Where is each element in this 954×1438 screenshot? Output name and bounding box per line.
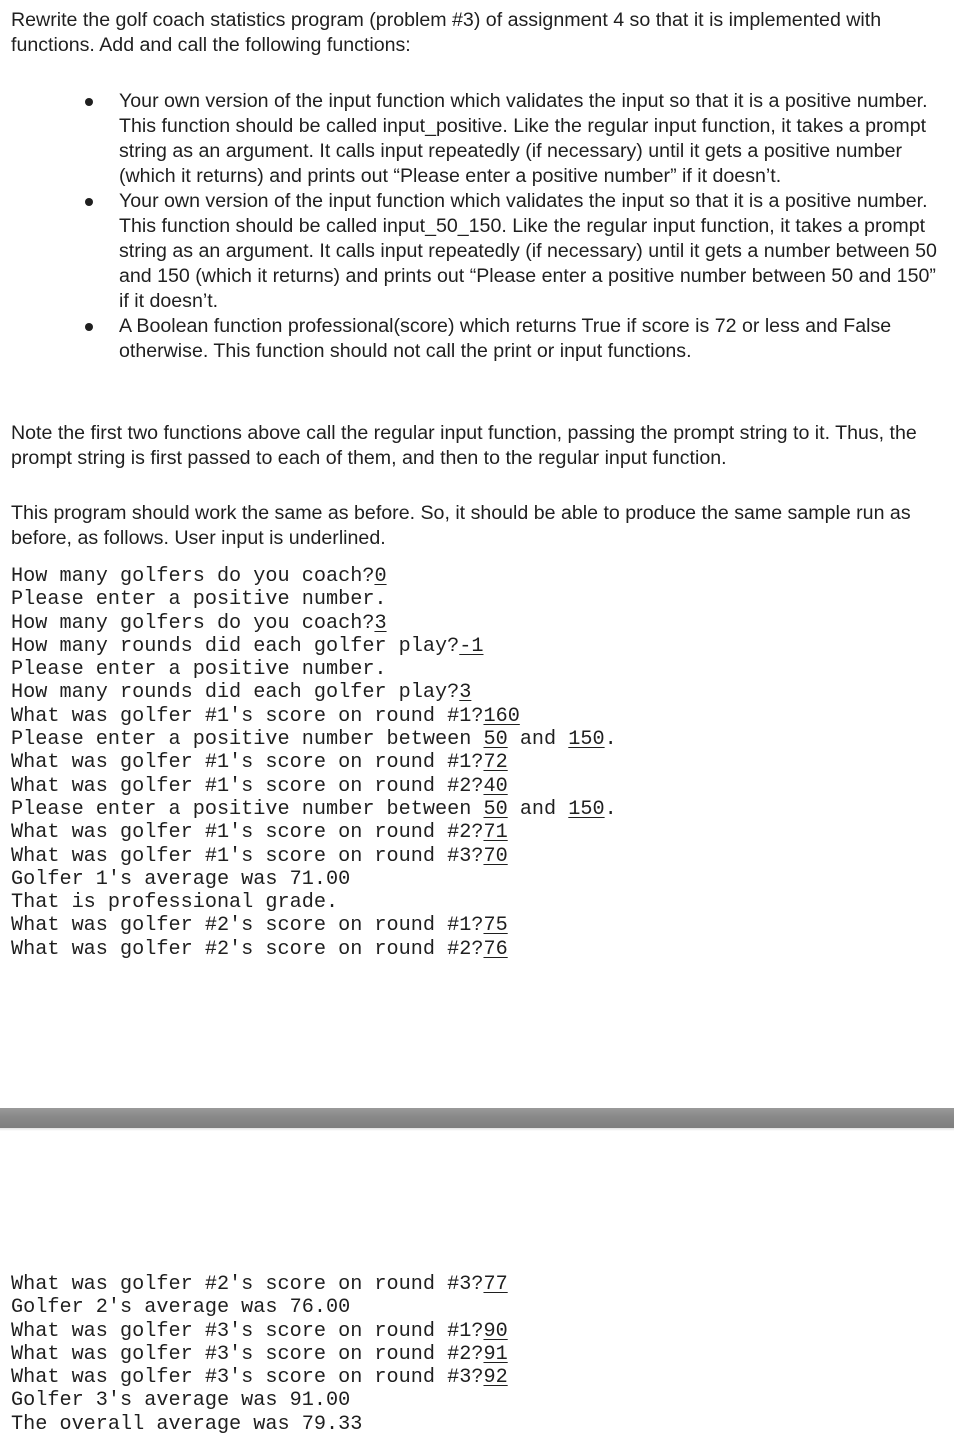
- console-output-text: What was golfer #1's score on round #1?: [11, 751, 484, 775]
- console-output-text: What was golfer #3's score on round #3?: [11, 1366, 484, 1390]
- user-input-text: 160: [483, 704, 520, 728]
- underlined-number: 150: [568, 728, 605, 752]
- console-output-text: Please enter a positive number.: [11, 658, 387, 682]
- console-line: [11, 938, 617, 961]
- console-output-text: How many golfers do you coach?: [11, 565, 375, 588]
- bullet-icon: [85, 198, 93, 206]
- user-input-text: 3: [459, 681, 472, 705]
- console-output-text: and: [507, 797, 569, 821]
- list-item: [0, 189, 954, 314]
- console-output-text: .: [604, 728, 617, 752]
- underlined-number: 50: [483, 728, 508, 752]
- page-divider: [0, 1108, 954, 1128]
- console-output-text: and: [507, 728, 569, 752]
- console-line: [11, 1413, 508, 1436]
- user-input-text: 90: [483, 1319, 508, 1343]
- user-input-text: 3: [374, 611, 387, 635]
- console-output-text: The overall average was 79.33: [11, 1412, 363, 1436]
- user-input-text: 72: [483, 751, 508, 775]
- console-output-text: Golfer 2's average was 76.00: [11, 1296, 351, 1320]
- console-output-text: Please enter a positive number.: [11, 588, 387, 612]
- console-output-text: .: [604, 797, 617, 821]
- console-line: [11, 891, 617, 914]
- console-line: [11, 588, 617, 611]
- user-input-text: 91: [483, 1342, 508, 1366]
- bullet-icon: [85, 98, 93, 106]
- console-output-text: That is professional grade.: [11, 891, 339, 915]
- list-item-text: Your own version of the input function which validates the input so that it is a positive number. This function should be called input_50_150. Like the regular input function, it takes a prompt string as an argument. It calls input repeatedly (if necessary) until it gets a number between 50 and 150 (which it returns) and prints out “Please enter a positive number between 50 and 150” if it doesn’t.: [119, 190, 937, 312]
- console-output-text: What was golfer #3's score on round #1?: [11, 1319, 484, 1343]
- underlined-number: 150: [568, 797, 605, 821]
- user-input-text: 75: [483, 914, 508, 938]
- console-line: [11, 1320, 508, 1343]
- console-line: [11, 1389, 508, 1412]
- console-output-text: Golfer 1's average was 71.00: [11, 867, 351, 891]
- console-output-text: What was golfer #1's score on round #1?: [11, 704, 484, 728]
- console-line: [11, 658, 617, 681]
- user-input-text: 92: [483, 1366, 508, 1390]
- console-line: [11, 635, 617, 658]
- console-output-text: Please enter a positive number between: [11, 728, 484, 752]
- console-line: [11, 1366, 508, 1389]
- console-output-text: What was golfer #2's score on round #2?: [11, 937, 484, 961]
- intro-paragraph: Rewrite the golf coach statistics program (problem #3) of assignment 4 so that it is implemented with functions. Add and call the following functions:: [11, 9, 882, 56]
- console-line: [11, 728, 617, 751]
- console-line: [11, 1273, 508, 1296]
- sample-run-output: [11, 565, 617, 961]
- user-input-text: -1: [459, 634, 484, 658]
- underlined-number: 50: [483, 797, 508, 821]
- console-line: [11, 821, 617, 844]
- note-paragraph: Note the first two functions above call the regular input function, passing the prompt string to it. Thus, the prompt string is first passed to each of them, and then to the regular input function.: [11, 422, 917, 469]
- user-input-text: 71: [483, 821, 508, 845]
- sample-run-intro: This program should work the same as before. So, it should be able to produce the same sample run as before, as follows. User input is underlined.: [11, 502, 911, 549]
- user-input-text: 70: [483, 844, 508, 868]
- user-input-text: 40: [483, 774, 508, 798]
- console-output-text: Please enter a positive number between: [11, 797, 484, 821]
- console-line: [11, 681, 617, 704]
- list-item-text: Your own version of the input function which validates the input so that it is a positive number. This function should be called input_positive. Like the regular input function, it takes a prompt string as an argument. It calls input repeatedly (if necessary) until it gets a positive number (which it returns) and prints out “Please enter a positive number” if it doesn’t.: [119, 90, 928, 187]
- console-line: [11, 775, 617, 798]
- console-output-text: What was golfer #1's score on round #2?: [11, 821, 484, 845]
- console-line: [11, 868, 617, 891]
- console-line: [11, 798, 617, 821]
- console-line: [11, 705, 617, 728]
- list-item: [0, 89, 954, 189]
- console-line: [11, 845, 617, 868]
- console-output-text: What was golfer #3's score on round #2?: [11, 1342, 484, 1366]
- user-input-text: 0: [374, 565, 387, 588]
- console-line: [11, 751, 617, 774]
- list-item: [0, 314, 954, 364]
- console-output-text: What was golfer #1's score on round #3?: [11, 844, 484, 868]
- sample-run-output-continued: [11, 1273, 508, 1436]
- user-input-text: 76: [483, 937, 508, 961]
- console-output-text: Golfer 3's average was 91.00: [11, 1389, 351, 1413]
- console-output-text: What was golfer #1's score on round #2?: [11, 774, 484, 798]
- list-item-text: A Boolean function professional(score) which returns True if score is 72 or less and False otherwise. This function should not call the print or input functions.: [119, 315, 892, 362]
- console-output-text: How many rounds did each golfer play?: [11, 681, 460, 705]
- console-output-text: How many rounds did each golfer play?: [11, 634, 460, 658]
- console-line: [11, 612, 617, 635]
- console-output-text: What was golfer #2's score on round #1?: [11, 914, 484, 938]
- bullet-icon: [85, 323, 93, 331]
- console-output-text: How many golfers do you coach?: [11, 611, 375, 635]
- console-line: [11, 565, 617, 588]
- console-line: [11, 1296, 508, 1319]
- console-line: [11, 1343, 508, 1366]
- user-input-text: 77: [483, 1273, 508, 1296]
- console-line: [11, 914, 617, 937]
- console-output-text: What was golfer #2's score on round #3?: [11, 1273, 484, 1296]
- function-requirements-list: [0, 89, 954, 364]
